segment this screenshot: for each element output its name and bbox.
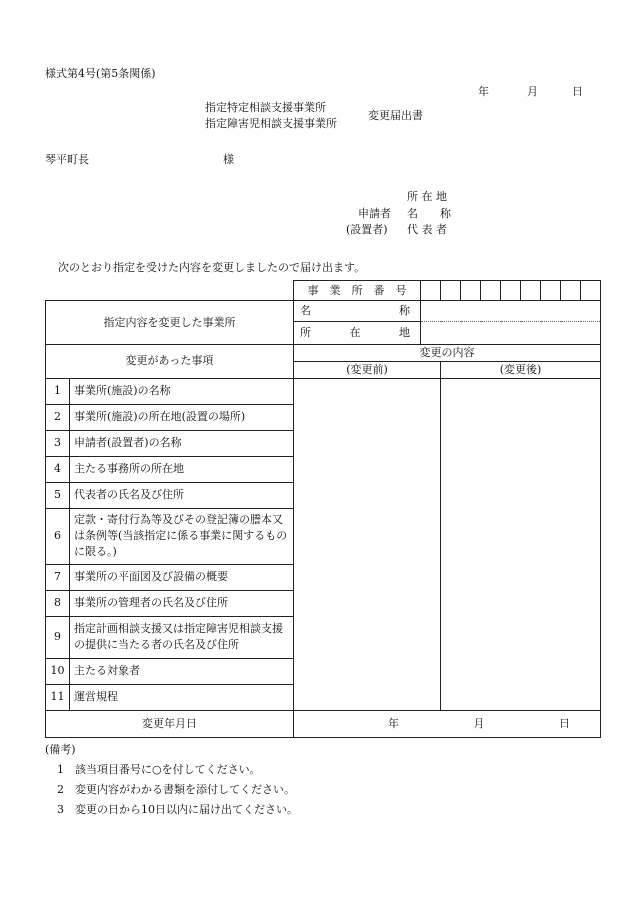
item-number: 11	[46, 684, 70, 710]
changed-items-header: 変更があった事項	[46, 345, 294, 379]
item-number: 2	[46, 404, 70, 430]
title-line2: 指定障害児相談支援事業所	[205, 117, 337, 130]
item-text: 主たる対象者	[70, 658, 294, 684]
name-label-char1: 名	[300, 304, 311, 318]
item-number: 8	[46, 590, 70, 616]
office-number-digit-7[interactable]	[541, 281, 561, 301]
office-location-field[interactable]	[421, 322, 601, 345]
addressee-honorific: 様	[223, 153, 234, 166]
change-date-year: 年	[388, 716, 399, 730]
office-number-digit-2[interactable]	[441, 281, 461, 301]
blank-corner	[46, 281, 294, 301]
change-date-day: 日	[559, 716, 570, 730]
location-label-char2: 在	[349, 326, 361, 340]
changed-office-label: 指定内容を変更した事業所	[46, 301, 294, 345]
note-item	[57, 783, 298, 803]
notes-list	[57, 763, 298, 823]
before-field[interactable]	[294, 378, 441, 710]
before-header: (変更前)	[294, 361, 441, 378]
item-number: 7	[46, 564, 70, 590]
item-text: 申請者(設置者)の名称	[70, 430, 294, 456]
office-name-label	[294, 301, 421, 322]
applicant-address-label: 所 在 地	[407, 190, 447, 203]
item-text: 事業所の管理者の氏名及び住所	[70, 590, 294, 616]
item-number: 9	[46, 616, 70, 658]
item-number: 1	[46, 378, 70, 404]
date-day: 日	[572, 85, 583, 98]
name-label-char2: 称	[399, 304, 410, 318]
change-content-header: 変更の内容	[294, 345, 601, 362]
item-text: 代表者の氏名及び住所	[70, 482, 294, 508]
notes-header: (備考)	[45, 743, 76, 756]
item-text: 運営規程	[70, 684, 294, 710]
date-year: 年	[478, 85, 489, 98]
after-header: (変更後)	[441, 361, 601, 378]
title-suffix: 変更届出書	[368, 109, 423, 122]
note-item	[57, 803, 298, 823]
item-text: 定款・寄付行為等及びその登記簿の謄本又は条例等(当該指定に係る事業に関するものに限る。)	[70, 508, 294, 564]
office-number-digit-5[interactable]	[501, 281, 521, 301]
location-label-char3: 地	[399, 326, 410, 340]
change-notification-table	[45, 280, 601, 738]
date-month: 月	[527, 85, 538, 98]
item-number: 3	[46, 430, 70, 456]
office-number-digit-9[interactable]	[581, 281, 601, 301]
applicant-rep-label: 代 表 者	[407, 223, 447, 236]
title-line1: 指定特定相談支援事業所	[205, 101, 326, 114]
note-text: 変更内容がわかる書類を添付してください。	[75, 783, 295, 796]
change-date-label: 変更年月日	[46, 710, 294, 737]
note-item	[57, 763, 298, 783]
note-number: 2	[57, 783, 64, 796]
note-number: 3	[57, 803, 64, 816]
intro-text: 次のとおり指定を受けた内容を変更しましたので届け出ます。	[58, 261, 366, 274]
item-number: 5	[46, 482, 70, 508]
applicant-role: 申請者	[358, 207, 391, 220]
note-text: 変更の日から10日以内に届け出てください。	[75, 803, 298, 816]
office-name-field[interactable]	[421, 301, 601, 322]
change-date-field[interactable]	[294, 710, 601, 737]
item-text: 事業所(施設)の名称	[70, 378, 294, 404]
location-label-char1: 所	[300, 326, 311, 340]
office-number-digit-3[interactable]	[461, 281, 481, 301]
item-text: 指定計画相談支援又は指定障害児相談支援の提供に当たる者の氏名及び住所	[70, 616, 294, 658]
item-text: 事業所の平面図及び設備の概要	[70, 564, 294, 590]
after-field[interactable]	[441, 378, 601, 710]
item-number: 6	[46, 508, 70, 564]
item-text: 事業所(施設)の所在地(設置の場所)	[70, 404, 294, 430]
item-number: 4	[46, 456, 70, 482]
form-number: 様式第4号(第5条関係)	[45, 67, 156, 80]
office-location-label	[294, 322, 421, 345]
addressee-name: 琴平町長	[45, 153, 89, 166]
office-number-digit-4[interactable]	[481, 281, 501, 301]
change-date-month: 月	[473, 716, 485, 730]
applicant-name-label: 名 称	[407, 207, 451, 220]
note-text: 該当項目番号に○を付してください。	[75, 763, 261, 776]
note-number: 1	[57, 763, 64, 776]
item-number: 10	[46, 658, 70, 684]
applicant-role-sub: (設置者)	[346, 223, 388, 236]
office-number-digit-6[interactable]	[521, 281, 541, 301]
item-text: 主たる事務所の所在地	[70, 456, 294, 482]
office-number-digit-8[interactable]	[561, 281, 581, 301]
office-number-label: 事 業 所 番 号	[294, 281, 421, 301]
office-number-digit-1[interactable]	[421, 281, 441, 301]
